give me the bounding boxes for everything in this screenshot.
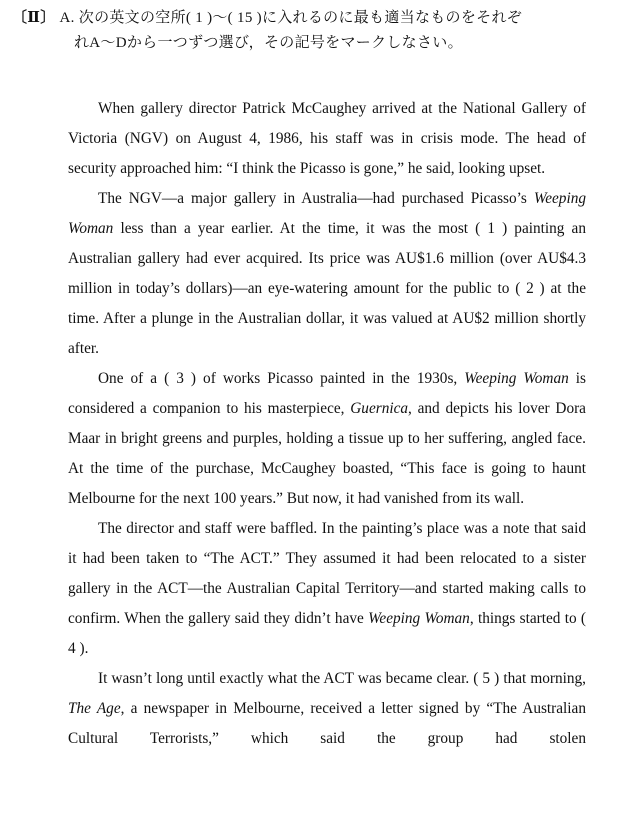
paragraph-3-text-c: is considered a companion to his masterpiece,: [68, 370, 587, 417]
reading-passage: [68, 94, 586, 754]
paragraph-2: [68, 184, 586, 364]
paragraph-4: [68, 514, 586, 664]
paragraph-3: [68, 364, 586, 514]
paragraph-3-title-1: Weeping Woman: [464, 370, 569, 387]
instruction-text-1: A. 次の英文の空所( 1 )～( 15 )に入れるのに最も適当なものをそれぞ: [59, 10, 523, 26]
paragraph-1: [68, 94, 586, 184]
paragraph-5-title: The Age: [68, 700, 121, 717]
paragraph-4-title: Weeping Woman: [368, 610, 470, 627]
section-number: 〔Ⅱ〕: [12, 10, 56, 26]
paragraph-2-title: Weeping Woman: [68, 190, 586, 237]
instruction-line-1: [12, 6, 624, 31]
paragraph-3-text-a: One of a ( 3 ) of works Picasso painted in the 1930s,: [98, 370, 465, 387]
instruction-line-2: [12, 31, 624, 56]
paragraph-5-text-a: It wasn’t long until exactly what the ACT was became clear. ( 5 ) that morning,: [98, 670, 586, 687]
paragraph-1-text: When gallery director Patrick McCaughey arrived at the National Gallery of Victoria (NGV) on August 4, 1986, his staff was in crisis mode. The head of security approached him: “I think the Picasso is gone,” he said, looking upset.: [68, 100, 586, 177]
question-header: [12, 6, 624, 56]
paragraph-4-text-a: The director and staff were baffled. In the painting’s place was a note that said it had been taken to “The ACT.” They assumed it had been relocated to a sister gallery in the ACT—the Australian Capital Territory—and started making calls to confirm. When the gallery said they didn’t have: [68, 520, 586, 627]
paragraph-5-text-c: , a newspaper in Melbourne, received a letter signed by “The Australian Cultural Terrorists,” which said the group had stolen: [68, 700, 586, 747]
instruction-text-2: れA～Dから一つずつ選び，その記号をマークしなさい。: [74, 35, 463, 51]
paragraph-3-text-e: , and depicts his lover Dora Maar in bright greens and purples, holding a tissue up to her suffering, angled face. At the time of the purchase, McCaughey boasted, “This face is going to haunt Melbourne for the next 100 years.” But now, it had vanished from its wall.: [68, 400, 586, 507]
paragraph-3-title-2: Guernica: [350, 400, 409, 417]
paragraph-2-text-a: The NGV—a major gallery in Australia—had purchased Picasso’s: [98, 190, 534, 207]
paragraph-2-text-c: less than a year earlier. At the time, it was the most ( 1 ) painting an Australian gallery had ever acquired. Its price was AU$1.6 million (over AU$4.3 million in today’s dollars)—an eye-watering amount for the public to ( 2 ) at the time. After a plunge in the Australian dollar, it was valued at AU$2 million shortly after.: [68, 220, 586, 357]
paragraph-5: [68, 664, 586, 754]
paragraph-4-text-c: , things started to ( 4 ).: [68, 610, 586, 657]
